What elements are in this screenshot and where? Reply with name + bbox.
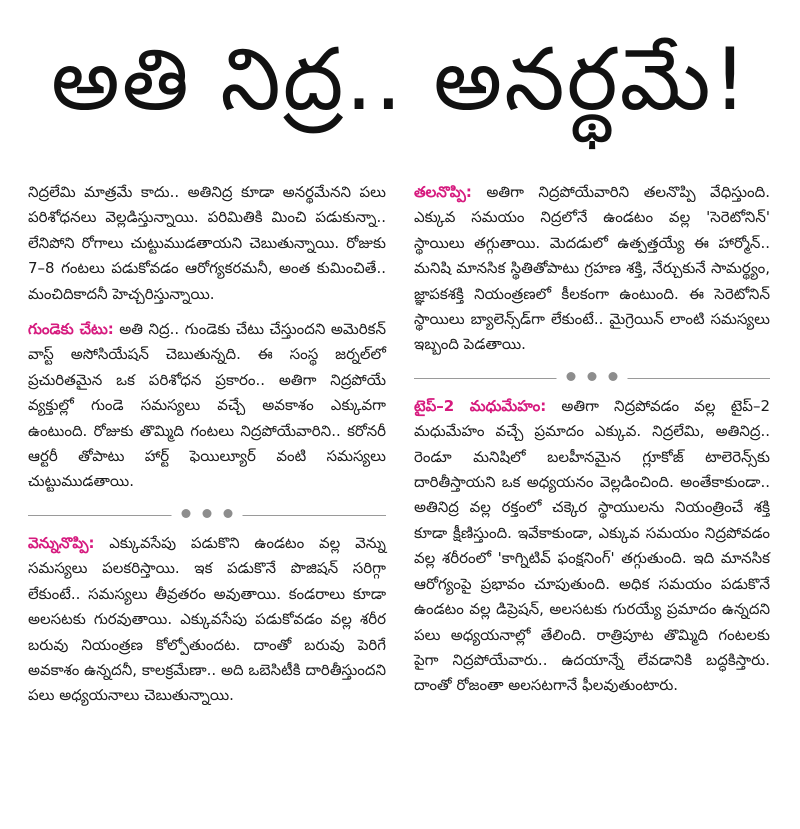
headache-text: అతిగా నిద్రపోయేవారిని తలనొప్పి వేధిస్తుంది. ఎక్కువ సమయం నిద్రలోనే ఉండటం వల్ల 'సెరెటోనిన్' స్థాయిలు తగ్గుతాయి. మెదడులో ఉత్పత్తయ్యే ఈ హార్మోన్.. మనిషి మానసిక స్థితితోపాటు గ్రహణ శక్తి, నేర్చుకునే సామర్థ్యం, జ్ఞాపకశక్తి నియంత్రణలో కీలకంగా ఉంటుంది. ఈ సెరెటోనిన్ స్థాయిలు బ్యాలెన్స్‌డ్‌గా లేకుంటే.. మైగ్రెయిన్ లాంటి సమస్యలు ఇబ్బంది పెడతాయి. — [414, 183, 770, 354]
heart-section — [28, 317, 386, 495]
dot-icon — [224, 509, 233, 518]
divider-dots — [172, 509, 243, 518]
section-divider — [28, 505, 386, 525]
dot-icon — [609, 372, 618, 381]
diabetes-text: అతిగా నిద్రపోవడం వల్ల టైప్–2 మధుమేహం వచ్చే ప్రమాదం ఎక్కువ. నిద్రలేమి, అతినిద్ర.. రెండూ మనిషిలో బలహీనమైన గ్లూకోజ్ టాలెరెన్స్‌కు దారితీస్తాయని ఒక అధ్యయనం వెల్లడించింది. అంతేకాకుండా.. అతినిద్ర వల్ల రక్తంలో చక్కెర స్థాయులను నియంత్రించే శక్తి కూడా క్షీణిస్తుంది. ఇవేకాకుండా, ఎక్కువ సమయం నిద్రపోవడం వల్ల శరీరంలో 'కాగ్నిటివ్ ఫంక్షనింగ్' తగ్గుతుంది. ఇది మానసిక ఆరోగ్యంపై ప్రభావం చూపుతుంది. అధిక సమయం పడుకొనే ఉండటం వల్ల డిప్రెషన్, అలసటకు గురయ్యే ప్రమాదం ఉన్నదని పలు అధ్యయనాల్లో తేలింది. రాత్రిపూట తొమ్మిది గంటలకు పైగా నిద్రపోయేవారు.. ఉదయాన్నే లేవడానికి బద్ధకిస్తారు. దాంతో రోజంతా అలసటగానే ఫీలవుతుంటారు. — [414, 396, 770, 695]
heart-text: అతి నిద్ర.. గుండెకు చేటు చేస్తుందని అమెరికన్ వాస్ట్ అసోసియేషన్ చెబుతున్నది. ఈ సంస్థ జర్నల్‌లో ప్రచురితమైన ఒక పరిశోధన ప్రకారం.. అతిగా నిద్రపోయే వ్యక్తుల్లో గుండె సమస్యలు వచ్చే అవకాశం ఎక్కువగా ఉంటుంది. రోజుకు తొమ్మిది గంటలు నిద్రపోయేవారిని.. కరోనరీ ఆర్టరీ తోపాటు హార్ట్ ఫెయిల్యూర్ వంటి సమస్యలు చుట్టుముడతాయి. — [28, 320, 386, 491]
heart-subheading: గుండెకు చేటు: — [28, 320, 114, 339]
dot-icon — [567, 372, 576, 381]
diabetes-section — [414, 394, 770, 699]
headache-section — [414, 180, 770, 358]
dot-icon — [203, 509, 212, 518]
back-subheading: వెన్నునొప్పి: — [28, 533, 95, 552]
back-section — [28, 531, 386, 709]
headline: అతి నిద్ర.. అనర్థమే! — [50, 30, 750, 130]
intro-paragraph: నిద్రలేమి మాత్రమే కాదు.. అతినిద్ర కూడా అనర్థమేనని పలు పరిశోధనలు వెల్లడిస్తున్నాయి. పరిమితికి మించి పడుకున్నా.. లేనిపోని రోగాలు చుట్టుముడతాయని చెబుతున్నాయి. రోజుకు 7–8 గంటలు పడుకోవడం ఆరోగ్యకరమనీ, అంత కుమించితే.. మంచిదికాదనీ హెచ్చరిస్తున్నాయి. — [28, 183, 386, 303]
right-column — [414, 180, 770, 709]
dot-icon — [588, 372, 597, 381]
diabetes-subheading: టైప్–2 మధుమేహం: — [414, 396, 547, 415]
back-text: ఎక్కువసేపు పడుకొని ఉండటం వల్ల వెన్ను సమస్యలు పలకరిస్తాయి. ఇక పడుకొనే పొజిషన్ సరిగ్గా లేకుంటే.. సమస్యలు తీవ్రతరం అవుతాయి. కండరాలు కూడా అలసటకు గురవుతాయి. ఎక్కువసేపు పడుకోవడం వల్ల శరీర బరువు నియంత్రణ కోల్పోతుందట. దాంతో బరువు పెరిగే అవకాశం ఉన్నదనీ, కాలక్రమేణా.. అది ఒబెసిటీకి దారితీస్తుందని పలు అధ్యయనాలు చెబుతున్నాయి. — [28, 533, 386, 705]
left-column — [28, 180, 386, 719]
divider-dots — [557, 372, 628, 381]
dot-icon — [182, 509, 191, 518]
section-divider — [414, 368, 770, 388]
headache-subheading: తలనొప్పి: — [414, 183, 472, 201]
